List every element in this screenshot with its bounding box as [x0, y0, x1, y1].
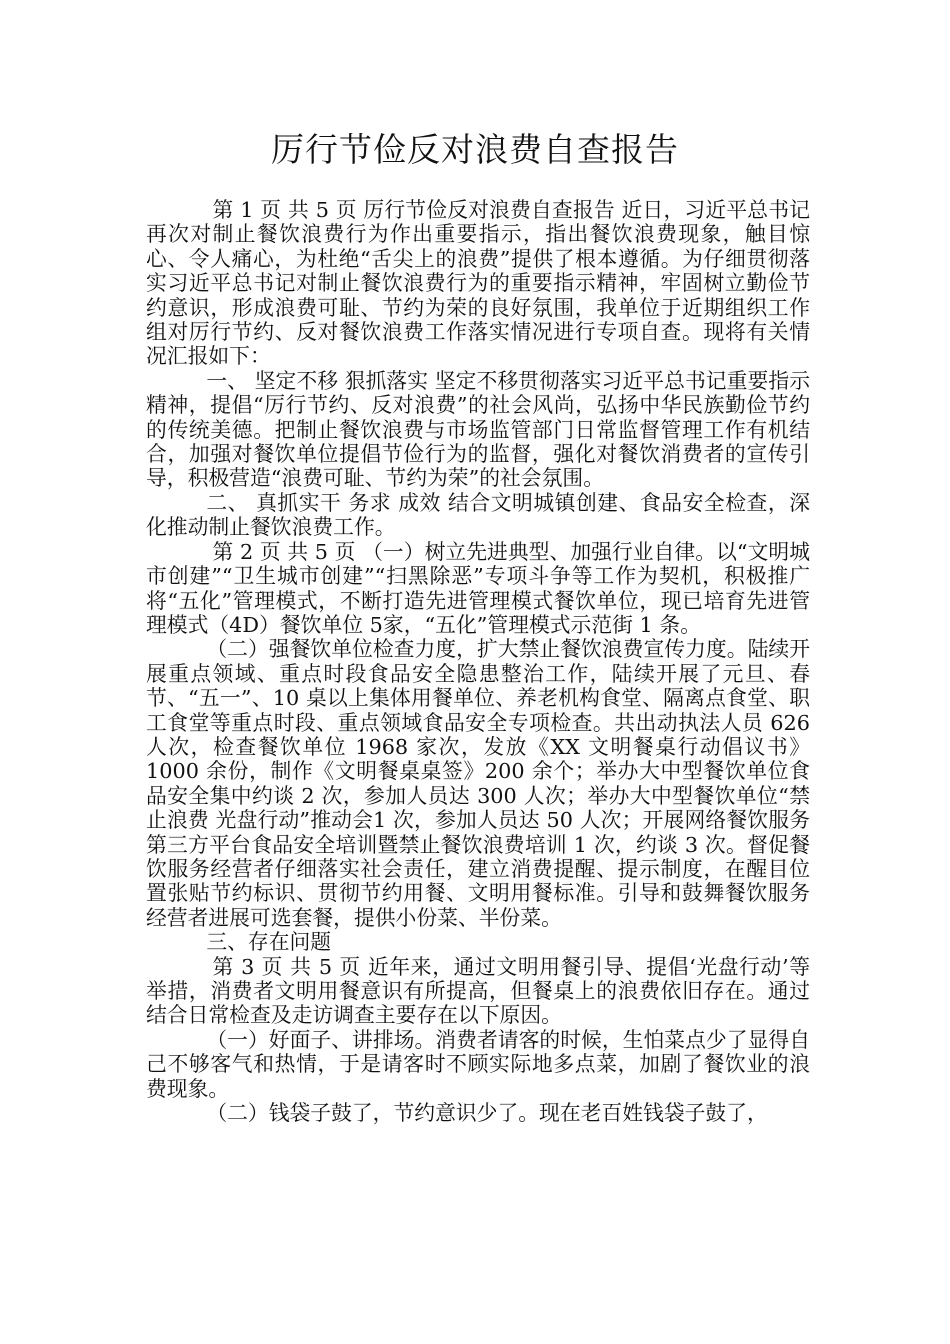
- document-title: 厉行节俭反对浪费自查报告: [271, 130, 679, 169]
- document-body: [146, 198, 810, 1125]
- paragraph-item-3-1: （一）好面子、讲排场。消费者请客的时候，生怕菜点少了显得自己不够客气和热情，于是请客时不顾实际地多点菜，加剧了餐饮业的浪费现象。: [146, 1027, 810, 1101]
- paragraph-section-1: 一、 坚定不移 狠抓落实 坚定不移贯彻落实习近平总书记重要指示精神，提倡“厉行节约、反对浪费”的社会风尚，弘扬中华民族勤俭节约的传统美德。把制止餐饮浪费与市场监管部门日常监督管理工作有机结合，加强对餐饮单位提倡节俭行为的监督，强化对餐饮消费者的宣传引导，积极营造“浪费可耻、节约为荣”的社会氛围。: [146, 368, 810, 491]
- paragraph-item-2-1: 第 2 页 共 5 页 （一）树立先进典型、加强行业自律。以“文明城市创建”“卫生城市创建”“扫黑除恶”专项斗争等工作为契机，积极推广将“五化”管理模式，不断打造先进管理模式餐饮单位，现已培育先进管理模式（4D）餐饮单位 5家，“五化”管理模式示范街 1 条。: [146, 539, 810, 637]
- paragraph-section-3-intro: 第 3 页 共 5 页 近年来，通过文明用餐引导、提倡‘光盘行动’等举措，消费者文明用餐意识有所提高，但餐桌上的浪费依旧存在。通过结合日常检查及走访调查主要存在以下原因。: [146, 954, 810, 1028]
- paragraph-item-3-2: （二）钱袋子鼓了，节约意识少了。现在老百姓钱袋子鼓了，: [206, 1101, 768, 1126]
- paragraph-section-3-heading: 三、存在问题: [206, 930, 332, 955]
- paragraph-intro: 第 1 页 共 5 页 厉行节俭反对浪费自查报告 近日，习近平总书记再次对制止餐饮浪费行为作出重要指示，指出餐饮浪费现象，触目惊心、令人痛心，为杜绝“舌尖上的浪费”提供了根本遵循。为仔细贯彻落实习近平总书记对制止餐饮浪费行为的重要指示精神，牢固树立勤俭节约意识，形成浪费可耻、节约为荣的良好氛围，我单位于近期组织工作组对厉行节约、反对餐饮浪费工作落实情况进行专项自查。现将有关情况汇报如下：: [146, 198, 810, 369]
- paragraph-item-2-2: （二）强餐饮单位检查力度，扩大禁止餐饮浪费宣传力度。陆续开展重点领域、重点时段食品安全隐患整治工作，陆续开展了元旦、春节、“五一”、10 桌以上集体用餐单位、养老机构食堂、隔离点食堂、职工食堂等重点时段、重点领域食品安全专项检查。共出动执法人员 626 人次，检查餐饮单位 1968 家次，发放《XX 文明餐桌行动倡议书》1000 余份，制作《文明餐桌桌签》200 余个；举办大中型餐饮单位食品安全集中约谈 2 次，参加人员达 300 人次；举办大中型餐饮单位“禁止浪费 光盘行动”推动会1 次，参加人员达 50 人次；开展网络餐饮服务第三方平台食品安全培训暨禁止餐饮浪费培训 1 次，约谈 3 次。督促餐饮服务经营者仔细落实社会责任，建立消费提醒、提示制度，在醒目位置张贴节约标识、贯彻节约用餐、文明用餐标准。引导和鼓舞餐饮服务经营者进展可选套餐，提供小份菜、半份菜。: [146, 637, 810, 930]
- paragraph-section-2: 二、 真抓实干 务求 成效 结合文明城镇创建、食品安全检查，深化推动制止餐饮浪费工作。: [146, 490, 810, 540]
